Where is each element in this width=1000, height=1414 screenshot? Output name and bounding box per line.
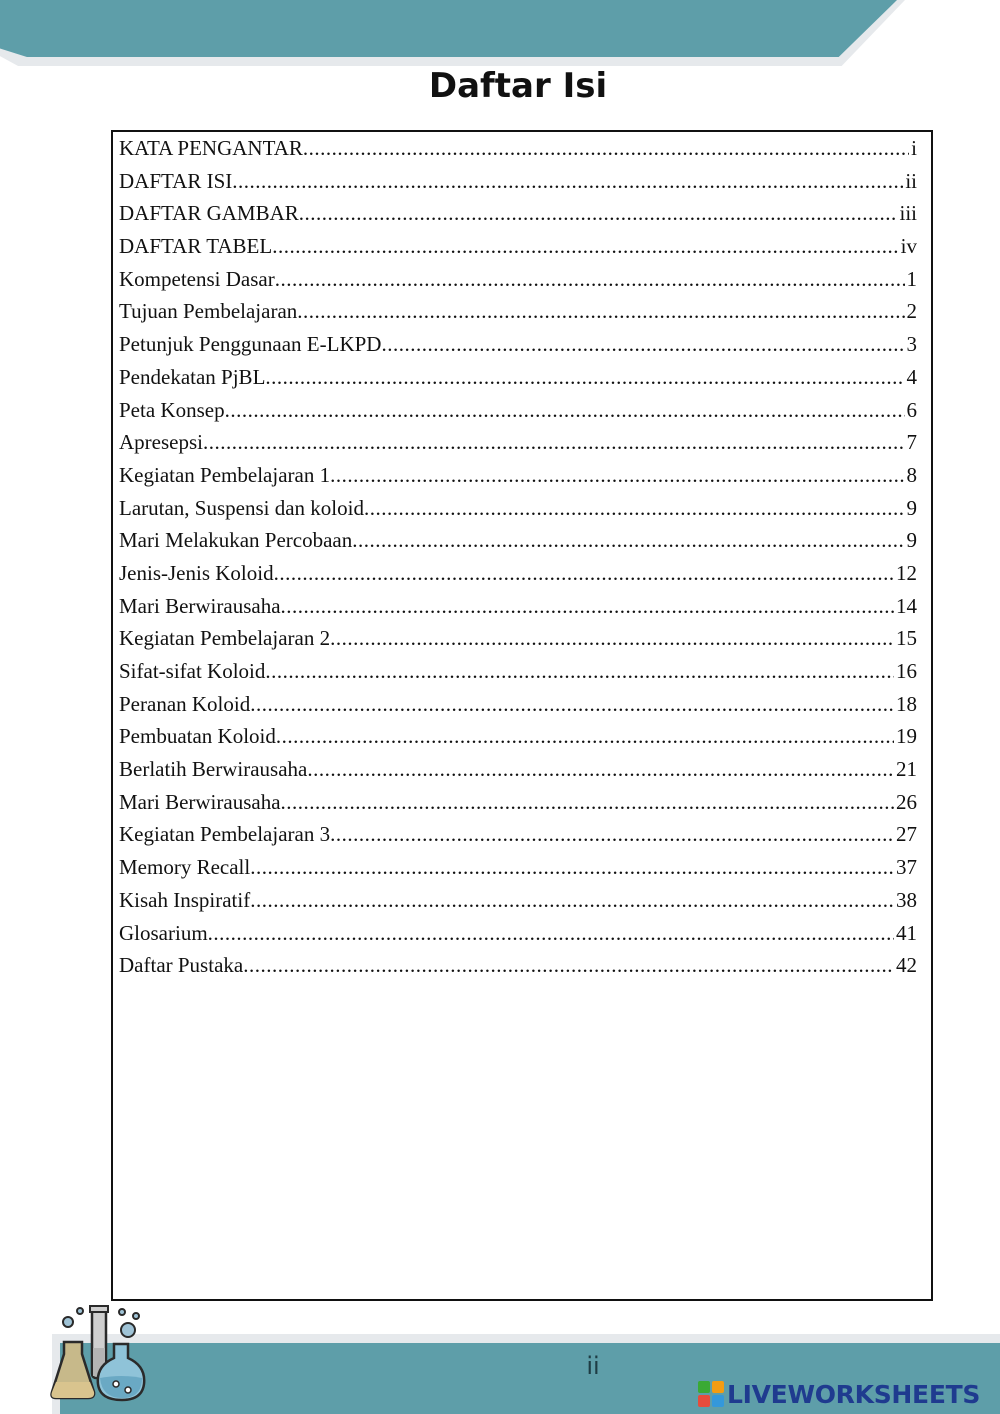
- top-banner: [0, 0, 897, 57]
- toc-leader-dots: [208, 917, 894, 950]
- toc-leader-dots: [272, 230, 898, 263]
- toc-leader-dots: [276, 720, 894, 753]
- toc-entry-page: 15: [896, 626, 917, 651]
- toc-entry: [119, 590, 917, 623]
- toc-leader-dots: [232, 165, 903, 198]
- toc-leader-dots: [275, 263, 905, 296]
- toc-leader-dots: [265, 655, 894, 688]
- toc-leader-dots: [281, 590, 894, 623]
- toc-leader-dots: [243, 949, 894, 982]
- toc-entry: [119, 818, 917, 851]
- toc-entry-page: 18: [896, 691, 917, 716]
- toc-entry: [119, 132, 917, 165]
- toc-entry-label: DAFTAR ISI: [119, 168, 233, 193]
- toc-entry-label: Pendekatan PjBL: [119, 364, 266, 389]
- toc-entry-label: Larutan, Suspensi dan koloid: [119, 495, 364, 520]
- toc-entry: [119, 688, 917, 721]
- toc-entry-label: KATA PENGANTAR: [119, 136, 303, 160]
- toc-entry: [119, 459, 917, 492]
- toc-entry-label: Peranan Koloid: [119, 691, 251, 716]
- toc-entry-label: Mari Berwirausaha: [119, 789, 281, 814]
- toc-entry: [119, 295, 917, 328]
- toc-entry: [119, 786, 917, 819]
- toc-entry-label: Kisah Inspiratif: [119, 887, 251, 912]
- toc-entry-page: 41: [896, 920, 917, 945]
- toc-entry-page: 19: [896, 724, 917, 749]
- toc-entry-page: 9: [906, 495, 917, 520]
- toc-entry-page: 14: [896, 593, 917, 618]
- toc-leader-dots: [299, 197, 898, 230]
- toc-entry: [119, 197, 917, 230]
- toc-leader-dots: [250, 884, 894, 917]
- toc-entry-label: Berlatih Berwirausaha: [119, 757, 308, 782]
- toc-entry-label: Jenis-Jenis Koloid: [119, 560, 274, 585]
- toc-entry-label: DAFTAR GAMBAR: [119, 201, 299, 226]
- toc-entry-label: Kegiatan Pembelajaran 2: [119, 626, 331, 651]
- toc-entry: [119, 720, 917, 753]
- toc-entry-label: Kegiatan Pembelajaran 1: [119, 462, 331, 487]
- page-title: Daftar Isi: [428, 66, 608, 106]
- toc-entry-label: Peta Konsep: [119, 397, 225, 422]
- toc-entry-page: 16: [896, 659, 917, 683]
- toc-entry: [119, 884, 917, 917]
- toc-entry: [119, 557, 917, 590]
- table-of-contents-box: [111, 130, 933, 1301]
- toc-entry-page: 3: [906, 332, 917, 357]
- toc-entry: [119, 361, 917, 394]
- toc-entry: [119, 949, 917, 982]
- toc-leader-dots: [265, 361, 904, 394]
- toc-entry-page: 27: [896, 822, 917, 847]
- toc-entry-page: 42: [896, 953, 917, 978]
- toc-leader-dots: [381, 328, 904, 361]
- toc-entry-label: Memory Recall: [119, 855, 251, 880]
- toc-entry-page: 26: [896, 789, 917, 814]
- toc-entry: [119, 753, 917, 786]
- lab-flasks-icon: [50, 1304, 150, 1402]
- toc-entry-page: 2: [906, 299, 917, 324]
- toc-entry-page: iii: [899, 201, 917, 226]
- toc-entry-page: 4: [906, 364, 917, 389]
- toc-entry: [119, 851, 917, 884]
- toc-entry-label: Pembuatan Koloid: [119, 724, 276, 749]
- toc-entry-label: Mari Berwirausaha: [119, 593, 281, 618]
- toc-leader-dots: [364, 492, 905, 525]
- toc-leader-dots: [225, 394, 905, 427]
- toc-entry-label: Glosarium: [119, 920, 208, 945]
- toc-entry-label: Tujuan Pembelajaran: [119, 299, 298, 324]
- toc-entry-label: Mari Melakukan Percobaan: [119, 528, 353, 553]
- toc-entry-page: 12: [896, 560, 917, 585]
- toc-entry-page: 8: [906, 462, 917, 487]
- toc-entry: [119, 524, 917, 557]
- toc-leader-dots: [330, 818, 894, 851]
- toc-entry: [119, 263, 917, 296]
- toc-leader-dots: [274, 557, 894, 590]
- toc-entry-page: 37: [896, 855, 917, 880]
- toc-leader-dots: [307, 753, 894, 786]
- toc-leader-dots: [297, 295, 904, 328]
- toc-entry-label: Petunjuk Penggunaan E-LKPD: [119, 332, 382, 357]
- toc-entry: [119, 426, 917, 459]
- toc-entry-page: 6: [906, 397, 917, 422]
- toc-entry: [119, 917, 917, 950]
- toc-entry-label: Sifat-sifat Koloid: [119, 659, 266, 683]
- toc-entry-page: 38: [896, 887, 917, 912]
- watermark-text: LIVEWORKSHEETS: [727, 1379, 981, 1409]
- toc-leader-dots: [330, 622, 894, 655]
- toc-entry-page: iv: [900, 234, 917, 259]
- toc-entry-label: Kompetensi Dasar: [119, 266, 275, 291]
- toc-entry: [119, 165, 917, 198]
- toc-leader-dots: [330, 459, 904, 492]
- liveworksheets-logo-icon: [698, 1381, 724, 1407]
- toc-leader-dots: [303, 132, 909, 165]
- page-number: ii: [586, 1352, 600, 1380]
- toc-entry-page: 7: [906, 430, 917, 455]
- toc-entry: [119, 328, 917, 361]
- toc-entry-page: ii: [905, 168, 917, 193]
- toc-leader-dots: [250, 688, 894, 721]
- toc-entry: [119, 655, 917, 688]
- toc-leader-dots: [203, 426, 905, 459]
- toc-leader-dots: [352, 524, 904, 557]
- toc-entry: [119, 394, 917, 427]
- toc-entry: [119, 230, 917, 263]
- toc-entry-page: 21: [896, 757, 917, 782]
- toc-entry-page: 9: [906, 528, 917, 553]
- toc-entry-label: DAFTAR TABEL: [119, 234, 273, 259]
- toc-leader-dots: [250, 851, 894, 884]
- toc-entry-label: Daftar Pustaka: [119, 953, 244, 978]
- toc-entry: [119, 492, 917, 525]
- toc-leader-dots: [281, 786, 894, 819]
- toc-entry-page: i: [911, 136, 917, 160]
- toc-entry-label: Apresepsi: [119, 430, 203, 455]
- liveworksheets-watermark[interactable]: [698, 1378, 980, 1410]
- toc-entry: [119, 622, 917, 655]
- toc-list: [119, 132, 917, 982]
- toc-entry-label: Kegiatan Pembelajaran 3: [119, 822, 331, 847]
- toc-entry-page: 1: [906, 266, 917, 291]
